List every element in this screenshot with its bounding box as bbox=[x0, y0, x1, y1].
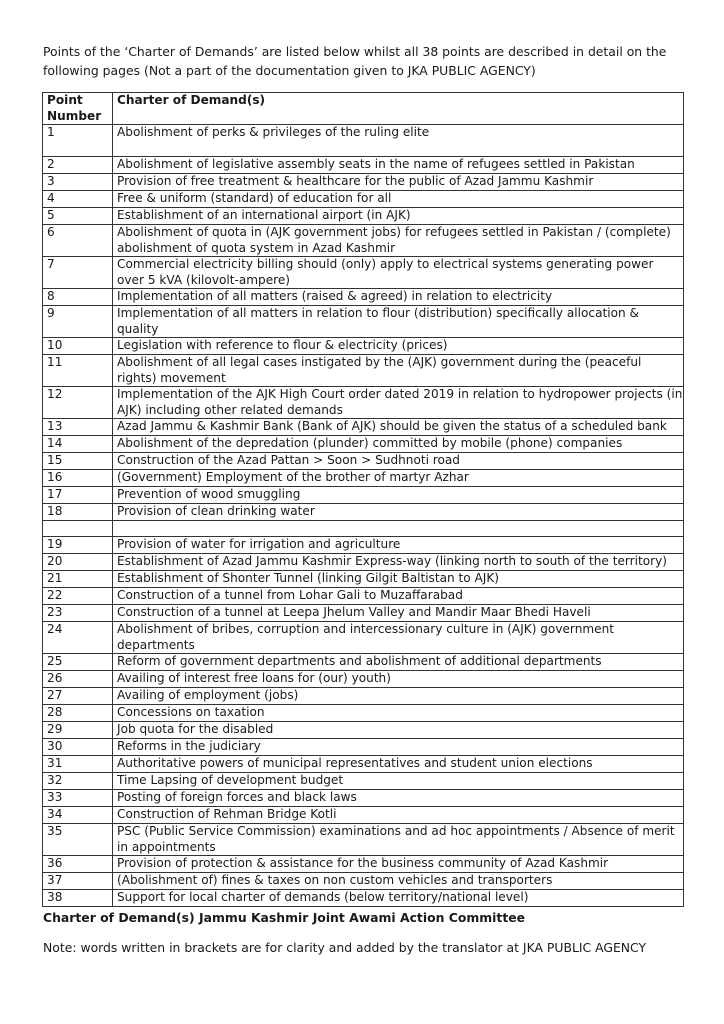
point-number-cell: 29 bbox=[43, 722, 113, 739]
table-row bbox=[43, 773, 684, 790]
point-number-cell: 7 bbox=[43, 257, 113, 289]
point-number-cell: 23 bbox=[43, 605, 113, 622]
point-number-cell: 11 bbox=[43, 355, 113, 387]
table-row bbox=[43, 436, 684, 453]
translator-note: Note: words written in brackets are for clarity and added by the translator at JKA PUBLIC AGENCY bbox=[43, 940, 647, 955]
demand-text-cell: Implementation of all matters in relation to flour (distribution) specifically allocation & quality bbox=[113, 306, 684, 338]
demand-text-cell: Legislation with reference to flour & electricity (prices) bbox=[113, 338, 684, 355]
point-number-cell: 26 bbox=[43, 671, 113, 688]
demand-text-cell: Abolishment of bribes, corruption and intercessionary culture in (AJK) government departments bbox=[113, 622, 684, 654]
demand-text-cell: Support for local charter of demands (below territory/national level) bbox=[113, 890, 684, 907]
point-number-cell: 18 bbox=[43, 504, 113, 521]
table-header-row bbox=[43, 93, 684, 125]
demand-text-cell: Abolishment of perks & privileges of the ruling elite bbox=[113, 125, 684, 157]
point-number-cell: 37 bbox=[43, 873, 113, 890]
table-row bbox=[43, 191, 684, 208]
point-number-cell: 3 bbox=[43, 174, 113, 191]
point-number-cell: 34 bbox=[43, 807, 113, 824]
demand-text-cell bbox=[113, 521, 684, 537]
demand-text-cell: Availing of employment (jobs) bbox=[113, 688, 684, 705]
demand-text-cell: Establishment of an international airport (in AJK) bbox=[113, 208, 684, 225]
point-number-cell: 27 bbox=[43, 688, 113, 705]
point-number-cell: 35 bbox=[43, 824, 113, 856]
table-row bbox=[43, 338, 684, 355]
table-row bbox=[43, 807, 684, 824]
point-number-cell: 21 bbox=[43, 571, 113, 588]
table-row bbox=[43, 289, 684, 306]
point-number-cell: 17 bbox=[43, 487, 113, 504]
point-number-cell: 10 bbox=[43, 338, 113, 355]
intro-line-1: Points of the ‘Charter of Demands’ are listed below whilst all 38 points are described in detail on the bbox=[43, 44, 667, 59]
table-row bbox=[43, 824, 684, 856]
point-number-cell: 15 bbox=[43, 453, 113, 470]
demand-text-cell: Abolishment of legislative assembly seats in the name of refugees settled in Pakistan bbox=[113, 157, 684, 174]
table-row bbox=[43, 174, 684, 191]
demand-text-cell: Job quota for the disabled bbox=[113, 722, 684, 739]
header-point-number: Point Number bbox=[43, 93, 113, 125]
table-row bbox=[43, 571, 684, 588]
demand-text-cell: Availing of interest free loans for (our) youth) bbox=[113, 671, 684, 688]
demand-text-cell: Construction of a tunnel at Leepa Jhelum Valley and Mandir Maar Bhedi Haveli bbox=[113, 605, 684, 622]
point-number-cell: 4 bbox=[43, 191, 113, 208]
footer-title: Charter of Demand(s) Jammu Kashmir Joint Awami Action Committee bbox=[43, 910, 526, 925]
point-number-cell: 1 bbox=[43, 125, 113, 157]
point-number-cell: 13 bbox=[43, 419, 113, 436]
demand-text-cell: Provision of clean drinking water bbox=[113, 504, 684, 521]
table-row bbox=[43, 654, 684, 671]
point-number-cell: 36 bbox=[43, 856, 113, 873]
point-number-cell: 31 bbox=[43, 756, 113, 773]
table-row bbox=[43, 521, 684, 537]
table-row bbox=[43, 722, 684, 739]
demand-text-cell: Abolishment of the depredation (plunder) committed by mobile (phone) companies bbox=[113, 436, 684, 453]
table-row bbox=[43, 671, 684, 688]
point-number-cell: 8 bbox=[43, 289, 113, 306]
table-row bbox=[43, 688, 684, 705]
point-number-cell: 24 bbox=[43, 622, 113, 654]
point-number-cell: 32 bbox=[43, 773, 113, 790]
point-number-cell: 30 bbox=[43, 739, 113, 756]
demand-text-cell: Prevention of wood smuggling bbox=[113, 487, 684, 504]
table-row bbox=[43, 453, 684, 470]
point-number-cell: 28 bbox=[43, 705, 113, 722]
point-number-cell: 5 bbox=[43, 208, 113, 225]
demand-text-cell: Reforms in the judiciary bbox=[113, 739, 684, 756]
demand-text-cell: Authoritative powers of municipal representatives and student union elections bbox=[113, 756, 684, 773]
demand-text-cell: Provision of water for irrigation and agriculture bbox=[113, 537, 684, 554]
table-row bbox=[43, 387, 684, 419]
point-number-cell: 16 bbox=[43, 470, 113, 487]
table-row bbox=[43, 355, 684, 387]
demand-text-cell: Time Lapsing of development budget bbox=[113, 773, 684, 790]
demand-text-cell: Implementation of all matters (raised & agreed) in relation to electricity bbox=[113, 289, 684, 306]
table-row bbox=[43, 739, 684, 756]
point-number-cell: 38 bbox=[43, 890, 113, 907]
table-row bbox=[43, 125, 684, 157]
intro-paragraph bbox=[43, 42, 683, 80]
point-number-cell: 6 bbox=[43, 225, 113, 257]
table-row bbox=[43, 705, 684, 722]
table-row bbox=[43, 588, 684, 605]
demand-text-cell: Free & uniform (standard) of education for all bbox=[113, 191, 684, 208]
table-row bbox=[43, 419, 684, 436]
table-row bbox=[43, 157, 684, 174]
point-number-cell: 12 bbox=[43, 387, 113, 419]
demand-text-cell: Abolishment of all legal cases instigated by the (AJK) government during the (peaceful rights) movement bbox=[113, 355, 684, 387]
demand-text-cell: Provision of free treatment & healthcare for the public of Azad Jammu Kashmir bbox=[113, 174, 684, 191]
table-row bbox=[43, 756, 684, 773]
demand-text-cell: Concessions on taxation bbox=[113, 705, 684, 722]
point-number-cell: 19 bbox=[43, 537, 113, 554]
point-number-cell: 33 bbox=[43, 790, 113, 807]
table-row bbox=[43, 487, 684, 504]
demand-text-cell: Reform of government departments and abolishment of additional departments bbox=[113, 654, 684, 671]
intro-line-2: following pages (Not a part of the documentation given to JKA PUBLIC AGENCY) bbox=[43, 63, 536, 78]
table-row bbox=[43, 306, 684, 338]
table-row bbox=[43, 622, 684, 654]
demand-text-cell: Posting of foreign forces and black laws bbox=[113, 790, 684, 807]
demand-text-cell: Commercial electricity billing should (only) apply to electrical systems generating power over 5 kVA (kilovolt-ampere) bbox=[113, 257, 684, 289]
point-number-cell: 25 bbox=[43, 654, 113, 671]
point-number-cell: 22 bbox=[43, 588, 113, 605]
table-row bbox=[43, 537, 684, 554]
demand-text-cell: Construction of a tunnel from Lohar Gali to Muzaffarabad bbox=[113, 588, 684, 605]
table-row bbox=[43, 554, 684, 571]
table-row bbox=[43, 890, 684, 907]
table-row bbox=[43, 790, 684, 807]
point-number-cell: 20 bbox=[43, 554, 113, 571]
demand-text-cell: Construction of the Azad Pattan > Soon > Sudhnoti road bbox=[113, 453, 684, 470]
table-row bbox=[43, 856, 684, 873]
demand-text-cell: Construction of Rehman Bridge Kotli bbox=[113, 807, 684, 824]
table-row bbox=[43, 208, 684, 225]
table-row bbox=[43, 470, 684, 487]
point-number-cell bbox=[43, 521, 113, 537]
demand-text-cell: (Government) Employment of the brother of martyr Azhar bbox=[113, 470, 684, 487]
table-row bbox=[43, 605, 684, 622]
demand-text-cell: Provision of protection & assistance for the business community of Azad Kashmir bbox=[113, 856, 684, 873]
point-number-cell: 2 bbox=[43, 157, 113, 174]
demand-text-cell: Implementation of the AJK High Court order dated 2019 in relation to hydropower projects (in AJK) including other related demands bbox=[113, 387, 684, 419]
demand-text-cell: PSC (Public Service Commission) examinations and ad hoc appointments / Absence of merit in appointments bbox=[113, 824, 684, 856]
demand-text-cell: Azad Jammu & Kashmir Bank (Bank of AJK) should be given the status of a scheduled bank bbox=[113, 419, 684, 436]
table-body bbox=[43, 125, 684, 907]
table-row bbox=[43, 504, 684, 521]
demand-text-cell: Abolishment of quota in (AJK government jobs) for refugees settled in Pakistan / (complete) abolishment of quota system in Azad Kashmir bbox=[113, 225, 684, 257]
demand-text-cell: (Abolishment of) fines & taxes on non custom vehicles and transporters bbox=[113, 873, 684, 890]
header-charter-of-demands: Charter of Demand(s) bbox=[113, 93, 684, 125]
table-row bbox=[43, 257, 684, 289]
charter-of-demands-table bbox=[42, 92, 684, 907]
table-row bbox=[43, 225, 684, 257]
table-row bbox=[43, 873, 684, 890]
point-number-cell: 9 bbox=[43, 306, 113, 338]
demand-text-cell: Establishment of Azad Jammu Kashmir Express-way (linking north to south of the territory) bbox=[113, 554, 684, 571]
demand-text-cell: Establishment of Shonter Tunnel (linking Gilgit Baltistan to AJK) bbox=[113, 571, 684, 588]
point-number-cell: 14 bbox=[43, 436, 113, 453]
